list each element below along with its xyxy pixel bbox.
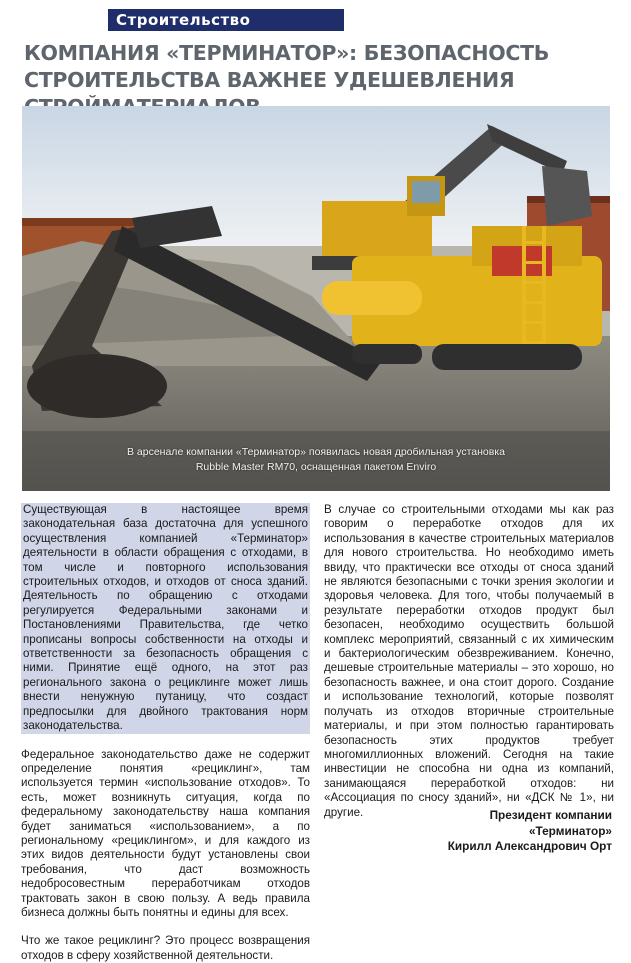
article-headline: КОМПАНИЯ «ТЕРМИНАТОР»: БЕЗОПАСНОСТЬ СТРОИТЕЛЬСТВА ВАЖНЕЕ УДЕШЕВЛЕНИЯ (24, 41, 550, 92)
signature-name: Кирилл Александрович Орт (447, 839, 612, 853)
signature-company: «Терминатор» (528, 823, 612, 838)
author-signature (330, 808, 612, 855)
right-paragraph-1: В случае со строительными отходами мы как раз говорим о переработке отходов для их использования в качестве строительных материалов для нового строительства. Но необходимо иметь ввиду, что практически все отходы от сноса зданий не являются безопасными с точки зрения экологии и здоровья человека. Для того, чтобы получаемый в результате переработки отходов продукт был безопасен, необходимо осуществить большой комплекс мероприятий, связанный с их химическим и бактериологическим обезвреживанием. Конечно, дешевые строительные материалы – это хорошо, но безопасность важнее, и она стоит дорого. Создание и использование технологий, которые позволят получать из отходов вторичные строительные материалы, и при этом полностью гарантировать безопасность этих продуктов требует многомиллионных вложений. Сегодня на такие инвестиции не способна ни одна из компаний, занимающаяся переработкой отходов: ни «Ассоциация по сносу зданий», ни «ДСК № 1», ни другие. (324, 503, 614, 819)
left-paragraph-1: Существующая в настоящее время законодательная база достаточна для успешного осуществления компанией «Терминатор» деятельности в области обращения с отходами, в том числе и повторного использования строительных отходов, и отходов от сноса зданий. Деятельность по обращению с отходами регулируется Федеральными законами и Постановлениями Правительства, где четко прописаны вопросы собственности на отходы и ответственности за безопасность обращения с ними. Принятие ещё одного, на этот раз регионального закона о рециклинге может лишь внести ненужную путаницу, что создаст предпосылки для двойного трактования норм законодательства. (23, 503, 308, 733)
article-photo (22, 106, 610, 491)
photo-caption-line-2: Rubble Master RM70, оснащенная пакетом Enviro (195, 461, 437, 473)
right-column (324, 503, 614, 820)
left-paragraph-3: Что же такое рециклинг? Это процесс возвращения отходов в сферу хозяйственной деятельности. (21, 934, 310, 962)
photo-caption (22, 445, 610, 475)
left-paragraph-2: Федеральное законодательство даже не содержит определение понятия «рециклинг», там используется термин «использование отходов». То есть, может возникнуть ситуация, когда по федеральному законодательству наша компания будет заниматься «использованием», а по региональному «рециклингом», и для каждого из этих видов деятельности будут установлены свои требования, что даст возможность недобросовестным переработчикам отходов трактовать закон в свою пользу. А ведь правила бизнеса должны быть понятны и едины для всех. (21, 747, 310, 919)
left-column (21, 503, 310, 963)
section-label: Строительство (108, 9, 344, 31)
crusher-photo-illustration (22, 106, 610, 491)
signature-title: Президент компании (489, 808, 612, 822)
photo-caption-line-1: В арсенале компании «Терминатор» появилась новая дробильная установка (126, 446, 506, 458)
